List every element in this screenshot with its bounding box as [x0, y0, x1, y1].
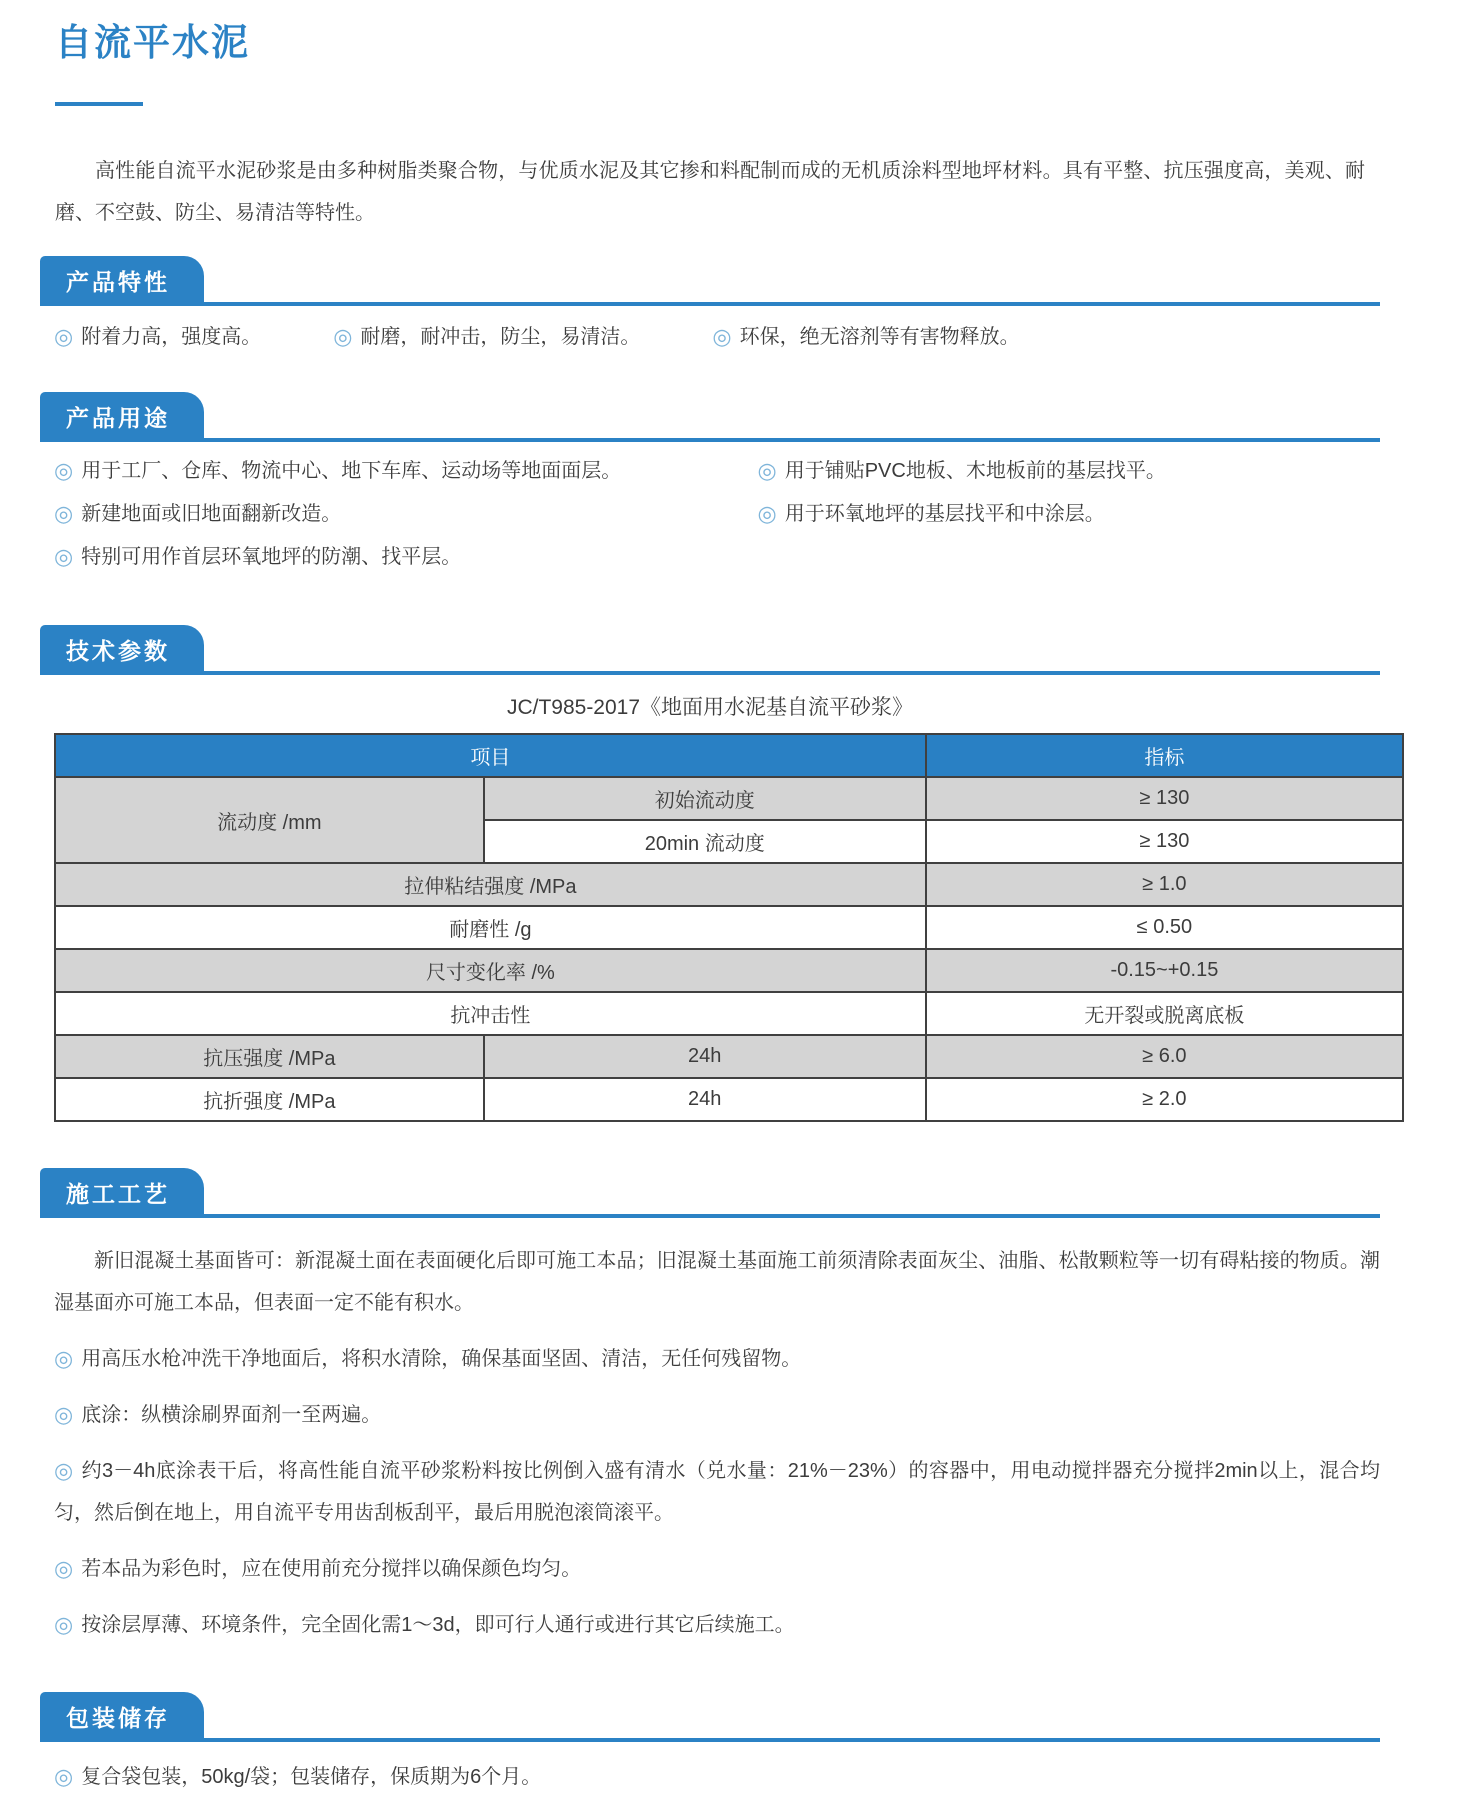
ring-bullet-icon: ◎ — [712, 324, 732, 349]
process-step-text: 用高压水枪冲洗干净地面后，将积水清除，确保基面坚固、清洁，无任何残留物。 — [81, 1348, 802, 1370]
section-process-header — [40, 1170, 1380, 1218]
table-cell: ≤ 0.50 — [926, 906, 1403, 949]
table-cell: 耐磨性 /g — [55, 906, 926, 949]
table-cell: 24h — [484, 1078, 926, 1121]
page-title: 自流平水泥 — [55, 22, 250, 63]
table-row — [55, 906, 1403, 949]
table-cell: -0.15~+0.15 — [926, 949, 1403, 992]
list-item — [40, 324, 261, 350]
table-cell: ≥ 1.0 — [926, 863, 1403, 906]
table-cell: 初始流动度 — [484, 777, 926, 820]
ring-bullet-icon: ◎ — [54, 1458, 74, 1483]
uses-right-column — [744, 458, 1381, 587]
table-cell: ≥ 130 — [926, 777, 1403, 820]
ring-bullet-icon: ◎ — [54, 1764, 74, 1789]
list-item — [40, 458, 744, 484]
ring-bullet-icon: ◎ — [757, 501, 777, 526]
process-step-text: 约3－4h底涂表干后，将高性能自流平砂浆粉料按比例倒入盛有清水（兑水量：21%－23%）的容器中，用电动搅拌器充分搅拌2min以上，混合均匀，然后倒在地上，用自流平专用齿刮板刮平，最后用脱泡滚筒滚平。 — [54, 1460, 1380, 1524]
section-features-banner: 产品特性 — [40, 256, 204, 304]
table-row — [55, 992, 1403, 1035]
process-step-text: 按涂层厚薄、环境条件，完全固化需1～3d，即可行人通行或进行其它后续施工。 — [81, 1614, 795, 1636]
use-text: 用于工厂、仓库、物流中心、地下车库、运动场等地面面层。 — [81, 460, 622, 482]
table-row — [55, 949, 1403, 992]
uses-left-column — [40, 458, 744, 587]
column-header-index: 指标 — [926, 734, 1403, 777]
ring-bullet-icon: ◎ — [54, 1556, 74, 1581]
list-item — [744, 501, 1381, 527]
list-item — [744, 458, 1381, 484]
table-cell: 无开裂或脱离底板 — [926, 992, 1403, 1035]
title-underline — [55, 102, 143, 106]
ring-bullet-icon: ◎ — [54, 458, 74, 483]
table-cell: 抗冲击性 — [55, 992, 926, 1035]
ring-bullet-icon: ◎ — [54, 1402, 74, 1427]
intro-paragraph: 高性能自流平水泥砂浆是由多种树脂类聚合物，与优质水泥及其它掺和料配制而成的无机质涂料型地坪材料。具有平整、抗压强度高，美观、耐磨、不空鼓、防尘、易清洁等特性。 — [55, 160, 1365, 224]
feature-text: 耐磨，耐冲击，防尘，易清洁。 — [360, 326, 641, 348]
process-step-text: 底涂：纵横涂刷界面剂一至两遍。 — [81, 1404, 382, 1426]
specs-standard-caption: JC/T985-2017《地面用水泥基自流平砂浆》 — [506, 696, 914, 719]
feature-text: 附着力高，强度高。 — [81, 326, 262, 348]
table-cell: 抗压强度 /MPa — [55, 1035, 484, 1078]
list-item — [40, 1450, 1380, 1534]
table-cell: ≥ 130 — [926, 820, 1403, 863]
use-text: 用于环氧地坪的基层找平和中涂层。 — [784, 503, 1105, 525]
section-storage-banner: 包装储存 — [40, 1692, 204, 1740]
use-text: 新建地面或旧地面翻新改造。 — [81, 503, 342, 525]
table-cell: 流动度 /mm — [55, 777, 484, 863]
list-item — [40, 544, 744, 570]
process-paragraph: 新旧混凝土基面皆可：新混凝土面在表面硬化后即可施工本品；旧混凝土基面施工前须清除表面灰尘、油脂、松散颗粒等一切有碍粘接的物质。潮湿基面亦可施工本品，但表面一定不能有积水。 — [54, 1250, 1380, 1314]
list-item — [40, 1394, 1380, 1436]
feature-text: 环保，绝无溶剂等有害物释放。 — [739, 326, 1020, 348]
list-item — [40, 1756, 1380, 1798]
list-item — [319, 324, 640, 350]
ring-bullet-icon: ◎ — [54, 324, 74, 349]
ring-bullet-icon: ◎ — [54, 1612, 74, 1637]
specs-table — [54, 733, 1404, 1122]
table-row — [55, 1078, 1403, 1121]
storage-text: 复合袋包装，50kg/袋；包装储存，保质期为6个月。 — [81, 1766, 542, 1788]
ring-bullet-icon: ◎ — [757, 458, 777, 483]
page-content — [40, 0, 1380, 1798]
table-cell: 尺寸变化率 /% — [55, 949, 926, 992]
section-features-header — [40, 258, 1380, 306]
ring-bullet-icon: ◎ — [54, 501, 74, 526]
section-uses-header — [40, 394, 1380, 442]
ring-bullet-icon: ◎ — [333, 324, 353, 349]
list-item — [40, 501, 744, 527]
table-cell: ≥ 6.0 — [926, 1035, 1403, 1078]
table-cell: ≥ 2.0 — [926, 1078, 1403, 1121]
table-header-row — [55, 734, 1403, 777]
section-process-banner: 施工工艺 — [40, 1168, 204, 1216]
table-cell: 拉伸粘结强度 /MPa — [55, 863, 926, 906]
list-item — [40, 1338, 1380, 1380]
features-list — [40, 324, 1380, 350]
column-header-item: 项目 — [55, 734, 926, 777]
use-text: 特别可用作首层环氧地坪的防潮、找平层。 — [81, 546, 462, 568]
list-item — [40, 1548, 1380, 1590]
uses-list — [40, 458, 1380, 587]
list-item — [40, 1604, 1380, 1646]
use-text: 用于铺贴PVC地板、木地板前的基层找平。 — [784, 460, 1166, 482]
table-row — [55, 863, 1403, 906]
section-storage-header — [40, 1694, 1380, 1742]
section-uses-banner: 产品用途 — [40, 392, 204, 440]
ring-bullet-icon: ◎ — [54, 1346, 74, 1371]
table-row — [55, 777, 1403, 820]
process-step-text: 若本品为彩色时，应在使用前充分搅拌以确保颜色均匀。 — [81, 1558, 582, 1580]
list-item — [698, 324, 1019, 350]
section-specs-header — [40, 627, 1380, 675]
table-cell: 20min 流动度 — [484, 820, 926, 863]
ring-bullet-icon: ◎ — [54, 544, 74, 569]
table-cell: 24h — [484, 1035, 926, 1078]
table-row — [55, 1035, 1403, 1078]
section-specs-banner: 技术参数 — [40, 625, 204, 673]
table-cell: 抗折强度 /MPa — [55, 1078, 484, 1121]
